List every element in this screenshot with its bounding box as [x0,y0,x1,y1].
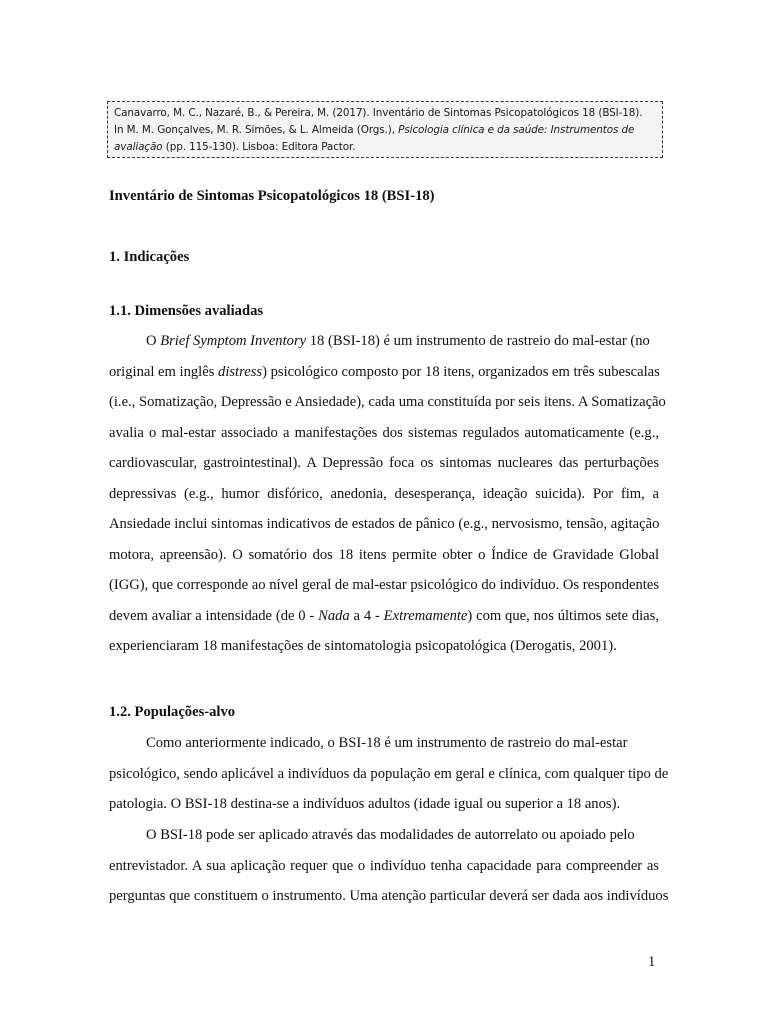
text-line: cardiovascular, gastrointestinal). A Depressão foca os sintomas nucleares das perturbações [109,455,659,471]
text-line: motora, apreensão). O somatório dos 18 itens permite obter o Índice de Gravidade Global [109,546,659,563]
section-heading-dimensoes: 1.1. Dimensões avaliadas [109,303,264,319]
text-line: O BSI-18 pode ser aplicado através das modalidades de autorrelato ou apoiado pelo [146,827,635,843]
paragraph-dimensoes [109,326,666,662]
text-line: devem avaliar a intensidade (de 0 - Nada a 4 - Extremamente) com que, nos últimos sete dias, [109,607,659,624]
text-line: perguntas que constituem o instrumento. Uma atenção particular deverá ser dada aos indivíduos [109,888,669,904]
text-line: (i.e., Somatização, Depressão e Ansiedade), cada uma constituída por seis itens. A Somatização [109,394,666,410]
citation-line-1: Canavarro, M. C., Nazaré, B., & Pereira, M. (2017). Inventário de Sintomas Psicopatológicos 18 (BSI-18). [114,107,643,119]
text-line: psicológico, sendo aplicável a indivíduos da população em geral e clínica, com qualquer tipo de [109,765,669,782]
text-line: Como anteriormente indicado, o BSI-18 é um instrumento de rastreio do mal-estar [146,735,628,751]
citation-book-title: Psicologia clínica e da saúde: Instrumentos de [398,124,635,136]
text-line: experienciaram 18 manifestações de sintomatologia psicopatológica (Derogatis, 2001). [109,638,617,654]
citation-line-2 [114,122,656,139]
citation-line-3 [114,139,656,156]
citation-publisher: (pp. 115-130). Lisboa: Editora Pactor. [162,141,356,153]
text-line: avalia o mal-estar associado a manifestações dos sistemas regulados automaticamente (e.g., [109,424,659,441]
paragraph-populacoes-1 [109,728,669,820]
paragraph-populacoes-2 [109,820,669,912]
text-line: depressivas (e.g., humor disfórico, anedonia, desesperança, ideação suicida). Por fim, a [109,485,659,502]
citation-box [107,101,663,158]
section-heading-indicacoes: 1. Indicações [109,249,190,265]
text-line: original em inglês distress) psicológico composto por 18 itens, organizados em três subescalas [109,363,660,380]
text-line: entrevistador. A sua aplicação requer que o indivíduo tenha capacidade para compreender as [109,857,659,874]
text-line: O Brief Symptom Inventory 18 (BSI-18) é um instrumento de rastreio do mal-estar (no [146,333,650,349]
text-line: patologia. O BSI-18 destina-se a indivíduos adultos (idade igual ou superior a 18 anos). [109,796,621,812]
document-title: Inventário de Sintomas Psicopatológicos 18 (BSI-18) [109,188,435,204]
text-line: Ansiedade inclui sintomas indicativos de estados de pânico (e.g., nervosismo, tensão, agitação [109,516,660,532]
citation-book-title-end: avaliação [114,141,163,153]
page-number: 1 [648,954,656,970]
section-heading-populacoes: 1.2. Populações-alvo [109,704,236,720]
citation-editors: In M. M. Gonçalves, M. R. Simões, & L. Almeida (Orgs.), [114,124,399,136]
text-line: (IGG), que corresponde ao nível geral de mal-estar psicológico do indivíduo. Os respondentes [109,577,659,593]
